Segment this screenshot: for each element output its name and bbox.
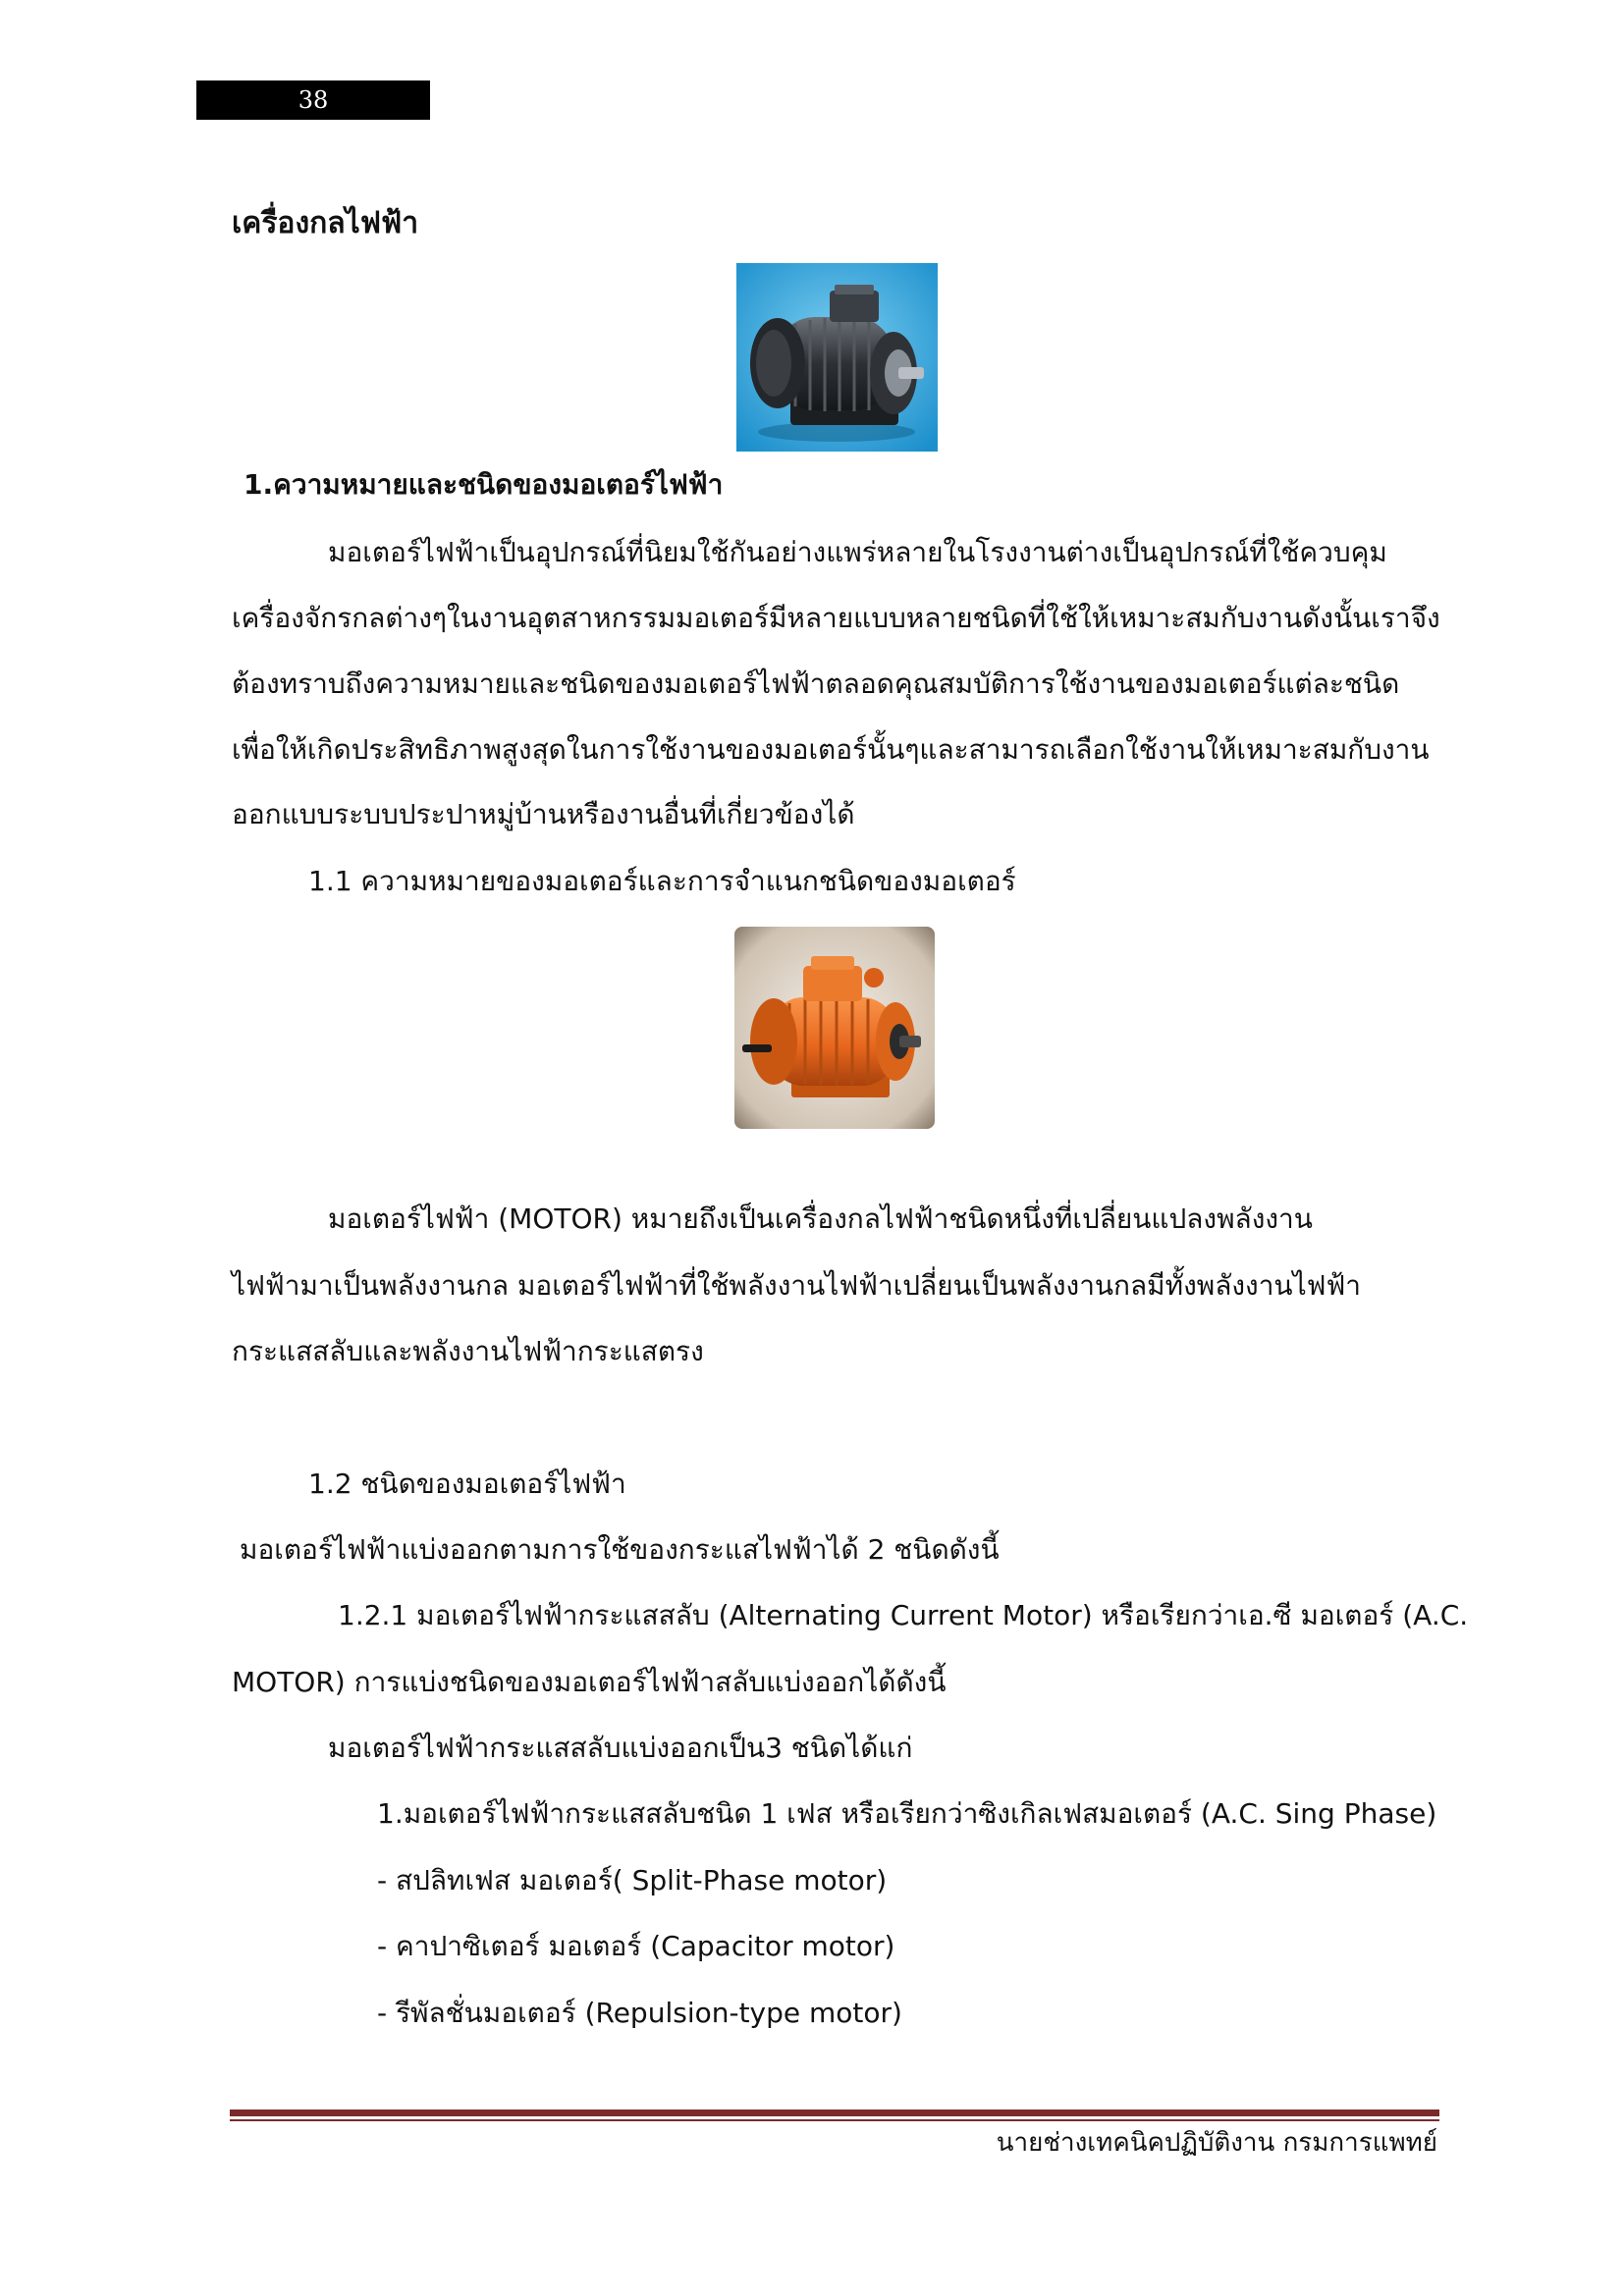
page-heading: เครื่องกลไฟฟ้า <box>232 206 419 240</box>
footer-text: นายช่างเทคนิคปฏิบัติงาน กรมการแพทย์ <box>996 2128 1437 2158</box>
para2-line2: ไฟฟ้ามาเป็นพลังงานกล มอเตอร์ไฟฟ้าที่ใช้พลังงานไฟฟ้าเปลี่ยนเป็นพลังงานกลมีทั้งพลังงานไฟฟ้า <box>232 1269 1362 1302</box>
para2-line1: มอเตอร์ไฟฟ้า (MOTOR) หมายถึงเป็นเครื่องกลไฟฟ้าชนิดหนึ่งที่เปลี่ยนแปลงพลังงาน <box>328 1202 1313 1235</box>
motor-photo-blue <box>736 263 938 452</box>
para1-line1: มอเตอร์ไฟฟ้าเป็นอุปกรณ์ที่นิยมใช้กันอย่างแพร่หลายในโรงงานต่างเป็นอุปกรณ์ที่ใช้ควบคุม <box>328 536 1387 568</box>
para1-line3: ต้องทราบถึงความหมายและชนิดของมอเตอร์ไฟฟ้าตลอดคุณสมบัติการใช้งานของมอเตอร์แต่ละชนิด <box>232 667 1400 700</box>
footer-rule-thick <box>230 2109 1439 2116</box>
para4-line1: 1.2.1 มอเตอร์ไฟฟ้ากระแสสลับ (Alternating Current Motor) หรือเรียกว่าเอ.ซี มอเตอร์ (A.C. <box>338 1599 1469 1631</box>
list-item: - รีพัลชั่นมอเตอร์ (Repulsion-type motor) <box>377 1997 902 2029</box>
motor-photo-orange <box>734 927 935 1129</box>
page-number: 38 <box>196 80 430 120</box>
para5: มอเตอร์ไฟฟ้ากระแสสลับแบ่งออกเป็น3 ชนิดได้แก่ <box>328 1732 913 1764</box>
para1-line4: เพื่อให้เกิดประสิทธิภาพสูงสุดในการใช้งานของมอเตอร์นั้นๆและสามารถเลือกใช้งานให้เหมาะสมกับงาน <box>232 733 1430 766</box>
para2-line3: กระแสสลับและพลังงานไฟฟ้ากระแสตรง <box>232 1335 704 1367</box>
footer-rule-thin <box>230 2119 1439 2121</box>
para4-line2: MOTOR) การแบ่งชนิดของมอเตอร์ไฟฟ้าสลับแบ่งออกได้ดังนี้ <box>232 1666 947 1698</box>
subsection-1-1-title: 1.1 ความหมายของมอเตอร์และการจำแนกชนิดของมอเตอร์ <box>308 865 1016 897</box>
para1-line2: เครื่องจักรกลต่างๆในงานอุตสาหกรรมมอเตอร์มีหลายแบบหลายชนิดที่ใช้ให้เหมาะสมกับงานดังนั้นเราจึง <box>232 602 1440 634</box>
list-item: - คาปาซิเตอร์ มอเตอร์ (Capacitor motor) <box>377 1930 895 1962</box>
list-title: 1.มอเตอร์ไฟฟ้ากระแสสลับชนิด 1 เฟส หรือเรียกว่าซิงเกิลเฟสมอเตอร์ (A.C. Sing Phase) <box>377 1797 1437 1830</box>
para3: มอเตอร์ไฟฟ้าแบ่งออกตามการใช้ของกระแสไฟฟ้าได้ 2 ชนิดดังนี้ <box>240 1533 1000 1566</box>
para1-line5: ออกแบบระบบประปาหมู่บ้านหรืองานอื่นที่เกี่ยวข้องได้ <box>232 798 855 830</box>
section-1-title: 1.ความหมายและชนิดของมอเตอร์ไฟฟ้า <box>244 468 724 501</box>
list-item: - สปลิทเฟส มอเตอร์( Split-Phase motor) <box>377 1864 888 1896</box>
subsection-1-2-title: 1.2 ชนิดของมอเตอร์ไฟฟ้า <box>308 1468 626 1500</box>
